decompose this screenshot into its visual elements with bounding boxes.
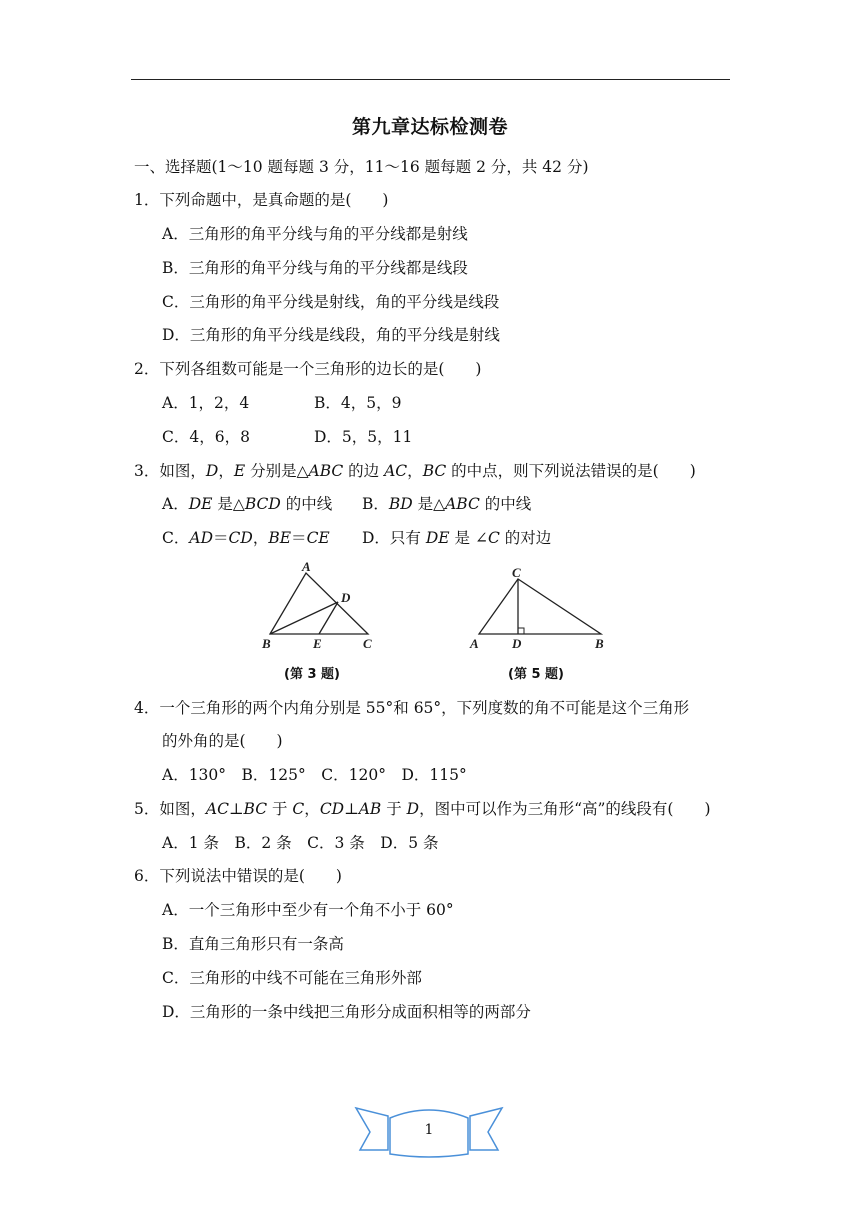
q6-option-b: B．直角三角形只有一条高 xyxy=(162,935,344,953)
q2-option-b: B．4，5，9 xyxy=(314,394,402,412)
figures-row xyxy=(256,560,616,688)
q3-option-b: B．BD 是△ABC 的中线 xyxy=(362,495,532,513)
q2-option-d: D．5，5，11 xyxy=(314,428,413,446)
figure-q5 xyxy=(479,579,601,634)
fig3-label-a: A xyxy=(302,560,311,574)
q4-stem-line2: 的外角的是( ) xyxy=(162,732,283,750)
q3-option-d: D．只有 DE 是 ∠C 的对边 xyxy=(362,529,552,547)
page-number: 1 xyxy=(424,1122,434,1138)
page-title: 第九章达标检测卷 xyxy=(351,116,508,138)
fig3-triangle-abc xyxy=(270,573,368,634)
q5-stem: 5．如图，AC⊥BC 于 C，CD⊥AB 于 D，图中可以作为三角形“高”的线段有( ) xyxy=(134,800,711,818)
q3-option-a: A．DE 是△BCD 的中线 xyxy=(162,495,333,513)
q3-stem: 3．如图，D，E 分别是△ABC 的边 AC，BC 的中点，则下列说法错误的是( ) xyxy=(134,462,696,480)
q6-option-d: D．三角形的一条中线把三角形分成面积相等的两部分 xyxy=(162,1003,531,1021)
section-heading: 一、选择题(1～10 题每题 3 分，11～16 题每题 2 分，共 42 分) xyxy=(134,158,589,176)
fig5-caption: (第 5 题) xyxy=(508,667,564,682)
figure-q3 xyxy=(270,573,368,634)
fig5-label-a: A xyxy=(470,636,479,651)
q2-stem: 2．下列各组数可能是一个三角形的边长的是( ) xyxy=(134,360,482,378)
q2-option-a: A．1，2，4 xyxy=(162,394,250,412)
fig3-label-c: C xyxy=(363,636,372,651)
q1-option-a: A．三角形的角平分线与角的平分线都是射线 xyxy=(162,225,468,243)
fig5-triangle-abc xyxy=(479,579,601,634)
figure-q3-q5 xyxy=(256,560,616,660)
header-rule xyxy=(131,79,730,80)
q6-option-c: C．三角形的中线不可能在三角形外部 xyxy=(162,969,422,987)
fig5-label-d: D xyxy=(512,636,522,651)
q1-option-d: D．三角形的角平分线是线段，角的平分线是射线 xyxy=(162,326,500,344)
fig3-label-d: D xyxy=(341,590,351,605)
q1-option-b: B．三角形的角平分线与角的平分线都是线段 xyxy=(162,259,468,277)
q1-stem: 1．下列命题中，是真命题的是( ) xyxy=(134,191,389,209)
q5-options: A．1 条 B．2 条 C．3 条 D．5 条 xyxy=(162,834,439,852)
q6-stem: 6．下列说法中错误的是( ) xyxy=(134,867,342,885)
q4-stem-line1: 4．一个三角形的两个内角分别是 55°和 65°，下列度数的角不可能是这个三角形 xyxy=(134,699,690,717)
fig3-label-b: B xyxy=(262,636,271,651)
q6-option-a: A．一个三角形中至少有一个角不小于 60° xyxy=(162,901,454,919)
q3-option-c: C．AD＝CD，BE＝CE xyxy=(162,529,330,547)
q2-option-c: C．4，6，8 xyxy=(162,428,250,446)
q4-options: A．130° B．125° C．120° D．115° xyxy=(162,766,467,784)
fig5-label-c: C xyxy=(512,565,521,580)
fig5-label-b: B xyxy=(595,636,604,651)
fig3-caption: (第 3 题) xyxy=(284,667,340,682)
fig5-right-angle-mark xyxy=(518,628,524,634)
q1-option-c: C．三角形的角平分线是射线，角的平分线是线段 xyxy=(162,293,500,311)
fig3-label-e: E xyxy=(313,636,322,651)
page-number-ribbon xyxy=(354,1100,504,1162)
